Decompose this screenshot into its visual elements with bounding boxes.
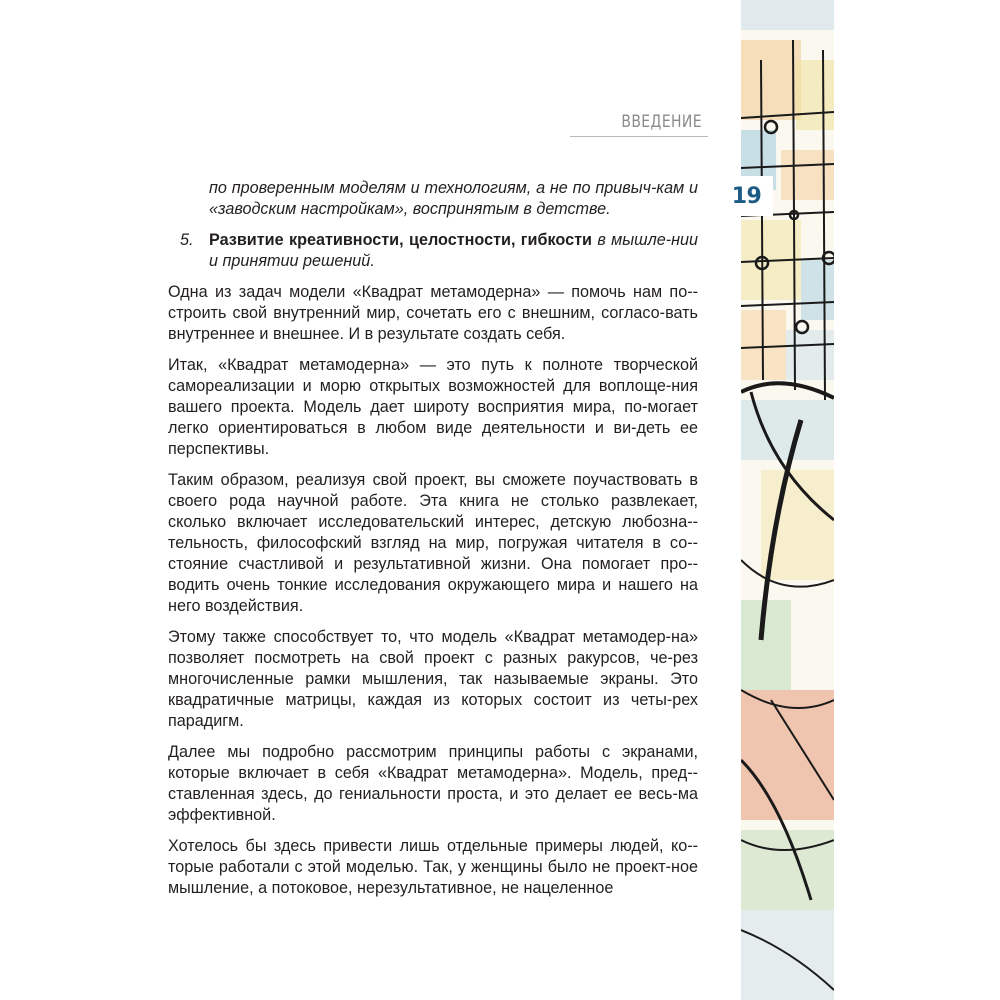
paragraph: Далее мы подробно рассмотрим принципы работы с экранами, которые включает в себя «Квадрат метамодерна». Модель, пред-ставленная здесь, до гениальности проста, и это делает ее весь-ма эффективной. <box>168 743 698 824</box>
stained-glass-illustration <box>741 0 834 1000</box>
paragraph: Одна из задач модели «Квадрат метамодерна» — помочь нам по-строить свой внутренний мир, сочетать его с внешним, согласо-вать внутреннее и внешнее. И в результате создать себя. <box>168 283 698 343</box>
page-number: 19 <box>731 183 762 209</box>
header-rule <box>570 136 708 137</box>
paragraph: Итак, «Квадрат метамодерна» — это путь к полноте творческой самореализации и морю открытых возможностей для воплоще-ния вашего проекта. Модель дает широту восприятия мира, по-могает легко ориентироваться в любом виде деятельности и ви-деть ее перспективы. <box>168 356 698 458</box>
page-number-tab <box>720 176 773 216</box>
continuation-paragraph: по проверенным моделям и технологиям, а не по привыч-кам и «заводским настройкам», воспринятым в детстве. <box>209 179 698 218</box>
list-item <box>168 230 698 272</box>
list-item-bold-text: Развитие креативности, целостности, гибкости <box>209 231 592 249</box>
body-text <box>168 178 698 909</box>
running-head: ВВЕДЕНИЕ <box>621 112 702 132</box>
paragraph: Таким образом, реализуя свой проект, вы сможете поучаствовать в своего рода научной работе. Эта книга не столько развлекает, сколько включает исследовательский интерес, детскую любозна-тельность, философский взгляд на мир, погружая читателя в со-стояние счастливой и результативной жизни. Она помогает про-водить очень тонкие исследования окружающего мира и нашего на него воздействия. <box>168 471 698 615</box>
paragraph: Этому также способствует то, что модель «Квадрат метамодер-на» позволяет посмотреть на свой проект с разных ракурсов, че-рез многочисленные рамки мышления, так называемые экраны. Это квадратичные матрицы, каждая из которых состоит из четы-рех парадигм. <box>168 628 698 730</box>
paragraph: Хотелось бы здесь привести лишь отдельные примеры людей, ко-торые работали с этой моделью. Так, у женщины было не проект-ное мышление, а потоковое, нерезультативное, не нацеленное <box>168 837 698 897</box>
decorative-art-strip <box>741 0 834 1000</box>
list-item-number: 5. <box>180 231 194 249</box>
list-item-italic-text: в мышле-нии и принятии решений. <box>209 231 699 270</box>
